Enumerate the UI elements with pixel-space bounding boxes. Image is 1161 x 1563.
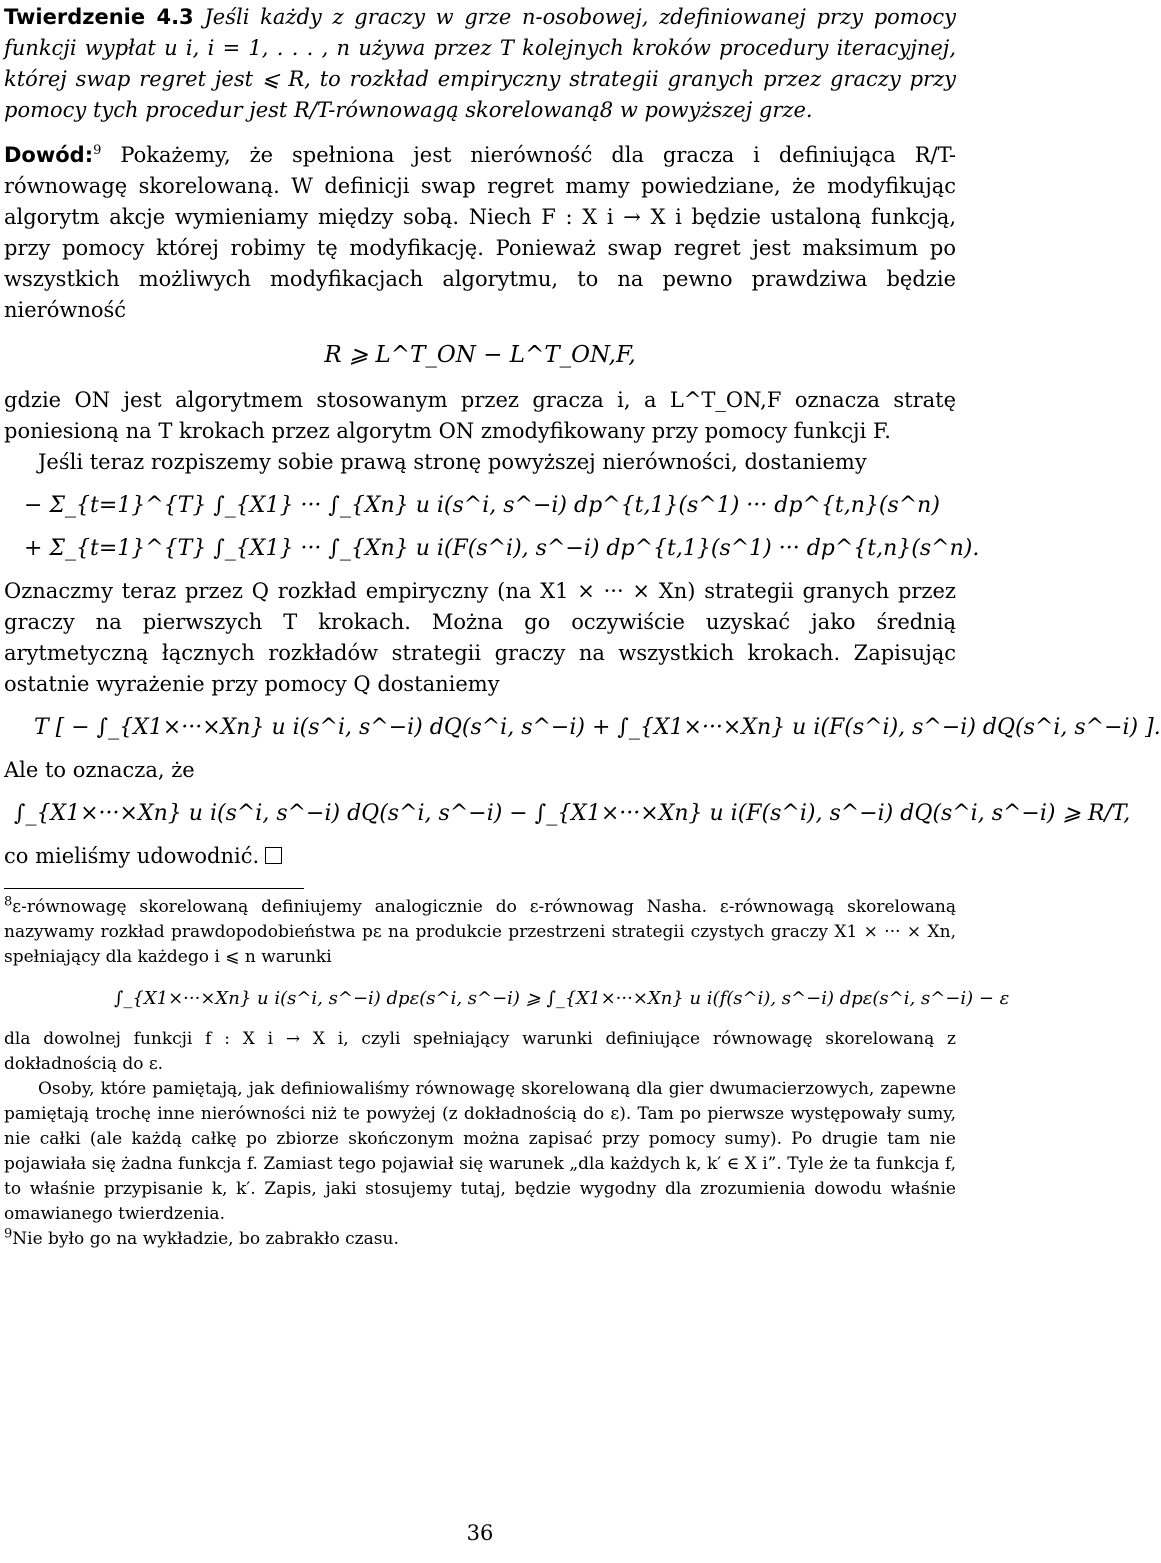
proof [4, 140, 1161, 872]
footnote-8-equation: ∫_{X1×···×Xn} u i(s^i, s^−i) dpε(s^i, s^−i) ⩾ ∫_{X1×···×Xn} u i(f(s^i), s^−i) dpε(s^i, s^−i) − ε [114, 988, 1010, 1009]
footnote-8-text: ε-równowagę skorelowaną definiujemy analogicznie do ε-równowag Nasha. ε-równowagą skorelowaną nazywamy rozkład prawdopodobieństwa pε na produkcie przestrzeni strategii czystych graczy X1 × ··· × Xn, spełniający dla każdego i ⩽ n warunki [4, 897, 956, 967]
theorem [4, 2, 956, 126]
proof-paragraph-1: Pokażemy, że spełniona jest nierówność dla gracza i definiująca R/T-równowagę skorelowaną. W definicji swap regret mamy powiedziane, że modyfikując algorytm akcje wymieniamy między sobą. Niech F : X i → X i będzie ustaloną funkcją, przy pomocy której robimy tę modyfikację. Ponieważ swap regret jest maksimum po wszystkich możliwych modyfikacjach algorytmu, to na pewno prawdziwa będzie nierówność [4, 143, 956, 322]
qed-square-icon [265, 847, 282, 864]
proof-paragraph-3: Jeśli teraz rozpiszemy sobie prawą stronę powyższej nierówności, dostaniemy [38, 450, 867, 474]
equation-2-row-2: + Σ_{t=1}^{T} ∫_{X1} ··· ∫_{Xn} u i(F(s^i), s^−i) dp^{t,1}(s^1) ··· dp^{t,n}(s^n). [24, 536, 980, 561]
page-number: 36 [466, 1521, 494, 1545]
proof-paragraph-2: gdzie ON jest algorytmem stosowanym przez gracza i, a L^T_ON,F oznacza stratę poniesioną na T krokach przez algorytm ON zmodyfikowany przy pomocy funkcji F. [4, 388, 956, 443]
equation-4: ∫_{X1×···×Xn} u i(s^i, s^−i) dQ(s^i, s^−i) − ∫_{X1×···×Xn} u i(F(s^i), s^−i) dQ(s^i, s^−i) ⩾ R/T, [14, 801, 1131, 826]
footnote-8-number: 8 [4, 894, 13, 910]
footnote-rule [4, 888, 304, 889]
footnote-8-paragraph-2: Osoby, które pamiętają, jak definiowaliśmy równowagę skorelowaną dla gier dwumacierzowych, zapewne pamiętają trochę inne nierówności niż te powyżej (z dokładnością do ε). Tam po pierwsze występowały sumy, nie całki (ale każdą całkę po zbiorze skończonym można zapisać przy pomocy sumy). Po drugie tam nie pojawiała się żadna funkcja f. Zamiast tego pojawiał się warunek „dla każdych k, k′ ∈ X i”. Tyle że ta funkcja f, to właśnie przypisanie k, k′. Zapis, jaki stosujemy tutaj, będzie wygodny dla zrozumienia dowodu właśnie omawianego twierdzenia. [4, 1079, 956, 1224]
proof-paragraph-5: Ale to oznacza, że [4, 758, 195, 782]
proof-footnote-ref: 9 [93, 143, 102, 158]
equation-1: R ⩾ L^T_ON − L^T_ON,F, [324, 342, 636, 368]
proof-label: Dowód: [4, 143, 94, 167]
footnotes [4, 894, 1010, 1252]
footnote-9-number: 9 [4, 1226, 13, 1242]
footnote-8-after: dla dowolnej funkcji f : X i → X i, czyli spełniający warunki definiujące równowagę skorelowaną z dokładnością do ε. [4, 1029, 956, 1074]
page-content [4, 0, 1161, 1252]
equation-3: T [ − ∫_{X1×···×Xn} u i(s^i, s^−i) dQ(s^i, s^−i) + ∫_{X1×···×Xn} u i(F(s^i), s^−i) dQ(s^i, s^−i) ]. [34, 715, 1161, 740]
theorem-text: Jeśli każdy z graczy w grze n-osobowej, zdefiniowanej przy pomocy funkcji wypłat u i, i = 1, . . . , n używa przez T kolejnych kroków procedury iteracyjnej, której swap regret jest ⩽ R, to rozkład empiryczny strategii granych przez graczy przy pomocy tych procedur jest R/T-równowagą skorelowaną8 w powyższej grze. [4, 5, 956, 122]
proof-paragraph-6: co mieliśmy udowodnić. [4, 844, 260, 868]
theorem-label: Twierdzenie 4.3 [4, 5, 194, 29]
equation-2-row-1: − Σ_{t=1}^{T} ∫_{X1} ··· ∫_{Xn} u i(s^i, s^−i) dp^{t,1}(s^1) ··· dp^{t,n}(s^n) [24, 493, 940, 518]
footnote-9-text: Nie było go na wykładzie, bo zabrakło czasu. [12, 1229, 399, 1249]
proof-paragraph-4: Oznaczmy teraz przez Q rozkład empiryczny (na X1 × ··· × Xn) strategii granych przez graczy na pierwszych T krokach. Można go oczywiście uzyskać jako średnią arytmetyczną łącznych rozkładów strategii graczy na wszystkich krokach. Zapisując ostatnie wyrażenie przy pomocy Q dostaniemy [4, 579, 956, 696]
